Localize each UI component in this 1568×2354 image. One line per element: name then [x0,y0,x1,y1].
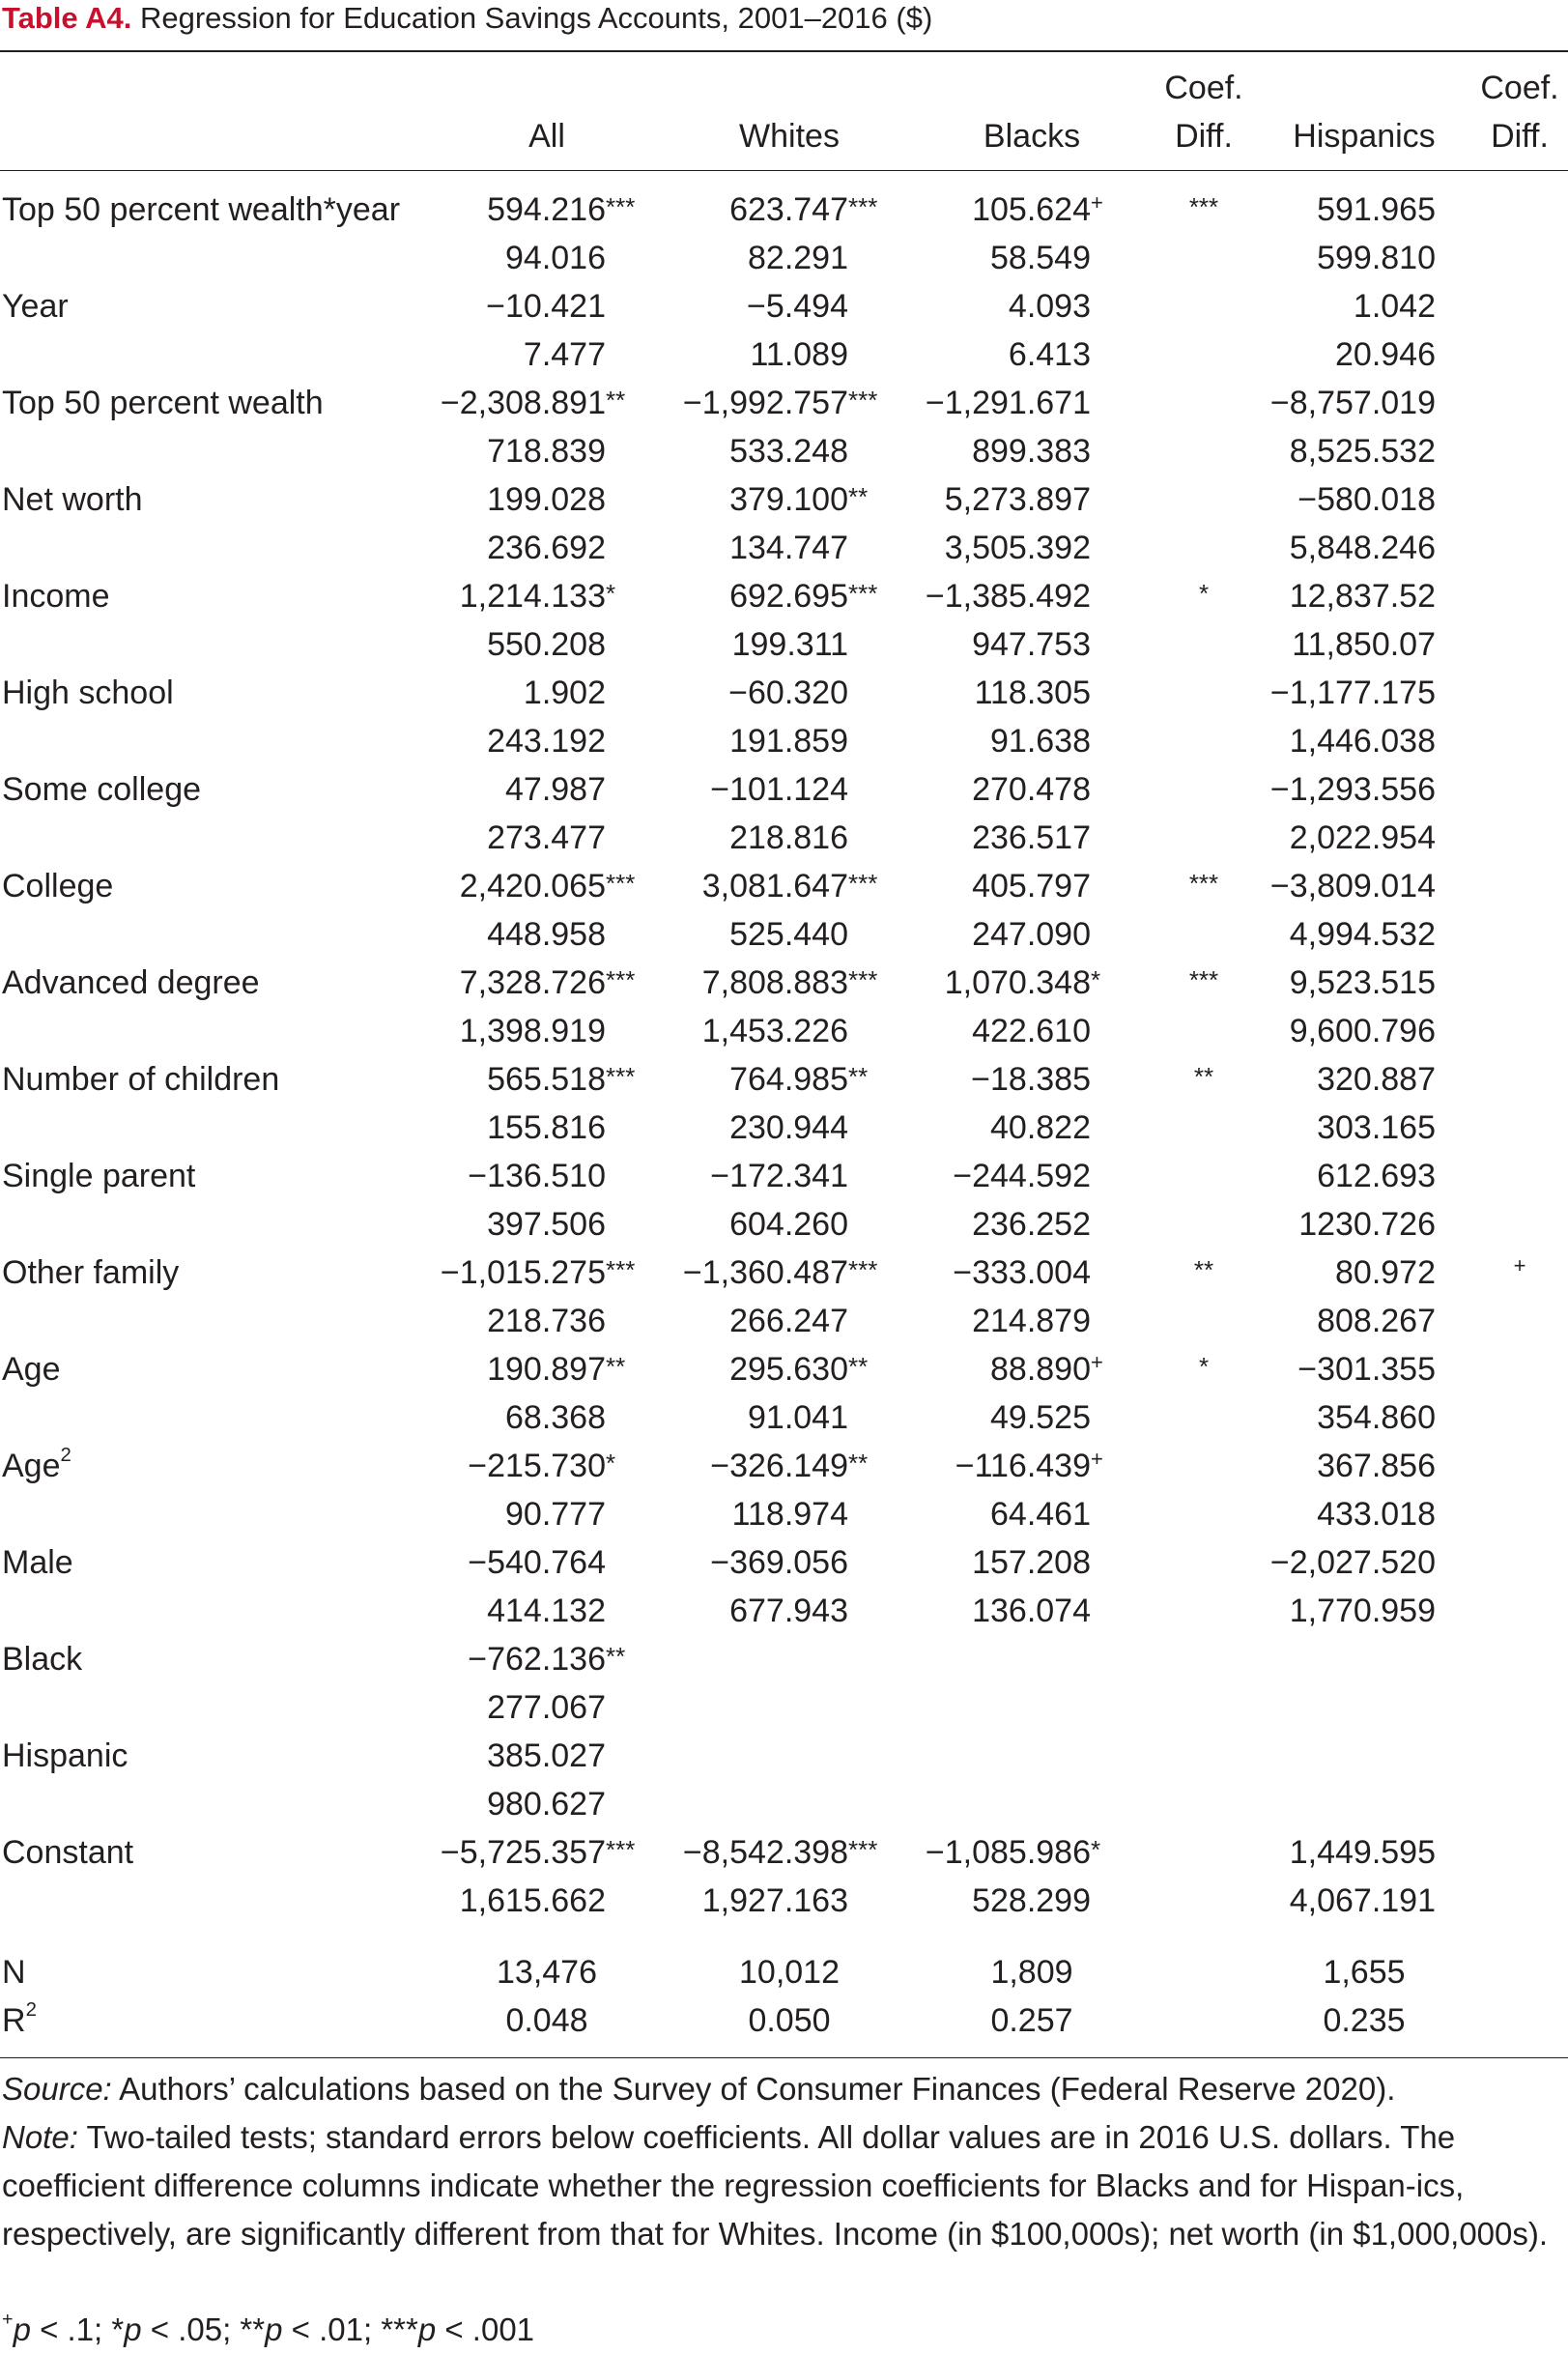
sig-marker-wh: ** [848,1062,869,1091]
table-row [0,1152,1568,1200]
cell-hi: 2,022.954 [1289,819,1436,856]
cell-all: −762.136 [468,1641,606,1678]
cell-hi: 367.856 [1317,1448,1436,1484]
table-row-se [0,1104,1568,1152]
cell-wh: 91.041 [748,1399,848,1436]
table-row [0,282,1568,330]
stats-row [0,1948,1568,1996]
cell-all: 277.067 [487,1689,606,1726]
cell-hi: 1,449.595 [1289,1834,1436,1871]
cell-bl: −1,385.492 [925,578,1091,615]
cell-wh: 3,081.647 [701,868,848,904]
table-row-se [0,910,1568,959]
cell-bl: 214.879 [972,1303,1091,1339]
sig-marker-all: ** [606,1352,626,1381]
table-row-se [0,814,1568,862]
sig-marker-all: * [606,1449,616,1478]
cell-bl: 118.305 [974,675,1091,711]
column-header-hispanics: Hispanics [1293,118,1436,155]
cell-wh: 199.311 [731,626,848,663]
cell-wh: 379.100 [729,481,848,518]
cell-bl: −244.592 [953,1158,1091,1194]
table-row-se [0,1587,1568,1635]
table-row-se [0,1200,1568,1249]
table-row-se [0,620,1568,669]
table-title [2,0,932,48]
cell-hi: 20.946 [1335,336,1436,373]
cell-all: 1.902 [523,675,606,711]
coef-diff-blacks: ** [1193,1255,1214,1284]
cell-all: 1,615.662 [459,1882,606,1919]
table-row-se [0,1683,1568,1732]
cell-hi: 4,994.532 [1289,916,1436,953]
cell-all: 199.028 [487,481,606,518]
cell-wh: −1,992.757 [682,385,848,421]
cell-bl: −18.385 [971,1061,1091,1098]
cell-all: −136.510 [468,1158,606,1194]
row-label: Single parent [2,1158,196,1194]
cell-all: 718.839 [487,433,606,470]
cell-all: 7,328.726 [459,964,606,1001]
cell-all: 155.816 [487,1109,606,1146]
sig-marker-all: *** [606,1255,636,1284]
sig-marker-bl: + [1091,1447,1103,1471]
cell-all: −10.421 [486,288,606,325]
cell-wh: 191.859 [729,723,848,760]
cell-hi: 9,600.796 [1289,1013,1436,1049]
cell-wh: −326.149 [710,1448,848,1484]
label-superscript: 2 [60,1444,71,1466]
cell-all: 550.208 [487,626,606,663]
cell-bl: 49.525 [990,1399,1091,1436]
cell-bl: 40.822 [990,1109,1091,1146]
sig-marker-all: *** [606,1835,636,1864]
cell-hi: 354.860 [1317,1399,1436,1436]
cell-wh: 218.816 [729,819,848,856]
table-row-se [0,1490,1568,1538]
sig-marker-wh: *** [848,869,878,898]
table-row [0,1345,1568,1393]
stat-wh: 10,012 [739,1954,840,1991]
cell-bl: 105.624 [972,191,1091,228]
table-row [0,1055,1568,1104]
row-label: Advanced degree [2,964,260,1001]
cell-hi: 433.018 [1317,1496,1436,1533]
cell-hi: 808.267 [1317,1303,1436,1339]
cell-wh: −101.124 [710,771,848,808]
cell-wh: 1,453.226 [701,1013,848,1049]
cell-all: 1,398.919 [459,1013,606,1049]
cell-all: −5,725.357 [440,1834,606,1871]
cell-hi: 80.972 [1335,1254,1436,1291]
table-row [0,475,1568,524]
stat-hi: 1,655 [1323,1954,1406,1991]
cell-bl: 236.517 [972,819,1091,856]
stat-bl: 1,809 [990,1954,1073,1991]
cell-bl: −1,291.671 [925,385,1091,421]
stat-wh: 0.050 [748,2002,831,2039]
table-row-se [0,717,1568,765]
row-label: Male [2,1544,73,1581]
sig-marker-all: *** [606,965,636,994]
cell-all: 273.477 [487,819,606,856]
sig-marker-wh: *** [848,1835,878,1864]
cell-bl: 91.638 [990,723,1091,760]
source-note [2,2065,1565,2113]
table-row-se [0,234,1568,282]
sig-marker-bl: * [1091,965,1101,994]
table-row [0,1732,1568,1780]
stat-bl: 0.257 [990,2002,1073,2039]
cell-wh: −1,360.487 [682,1254,848,1291]
cell-all: 68.368 [505,1399,606,1436]
top-rule [0,50,1568,52]
cell-wh: 677.943 [729,1593,848,1629]
cell-hi: −580.018 [1297,481,1436,518]
stat-all: 13,476 [497,1954,597,1991]
cell-bl: 64.461 [990,1496,1091,1533]
cell-bl: 58.549 [990,240,1091,276]
table-row-se [0,1780,1568,1828]
cell-hi: 1230.726 [1298,1206,1436,1243]
table-row-se [0,524,1568,572]
sig-marker-bl: + [1091,190,1103,215]
table-row-se [0,1393,1568,1442]
column-header-blacks: Blacks [983,118,1081,155]
column-header-all: All [528,118,565,155]
cell-bl: 157.208 [972,1544,1091,1581]
table-row [0,862,1568,910]
cell-wh: 118.974 [731,1496,848,1533]
cell-hi: −8,757.019 [1269,385,1436,421]
row-label: High school [2,675,174,711]
column-header-coef-diff-hispanics: Coef. Diff. [1480,70,1559,155]
table-row [0,572,1568,620]
row-label: Income [2,578,110,615]
column-header-coef-diff-blacks: Coef. Diff. [1164,70,1243,155]
cell-hi: 12,837.52 [1289,578,1436,615]
cell-wh: 764.985 [729,1061,848,1098]
sig-marker-all: * [606,579,616,608]
coef-diff-blacks: *** [1188,192,1219,221]
cell-bl: 5,273.897 [944,481,1091,518]
table-caption: Regression for Education Savings Accounts, 2001–2016 ($) [131,1,933,35]
cell-bl: 270.478 [972,771,1091,808]
cell-hi: −2,027.520 [1269,1544,1436,1581]
bottom-rule [0,2057,1568,2058]
table-row [0,1635,1568,1683]
cell-hi: 1,770.959 [1289,1593,1436,1629]
sig-marker-all: *** [606,192,636,221]
cell-all: 397.506 [487,1206,606,1243]
cell-all: 190.897 [487,1351,606,1388]
row-label: Other family [2,1254,180,1291]
table-row [0,1538,1568,1587]
cell-bl: 136.074 [972,1593,1091,1629]
row-label: Constant [2,1834,134,1871]
sig-marker-all: *** [606,1062,636,1091]
table-row-se [0,1877,1568,1925]
table-row-se [0,427,1568,475]
cell-hi: −3,809.014 [1269,868,1436,904]
table-row [0,765,1568,814]
table-row [0,1828,1568,1877]
cell-all: 414.132 [487,1593,606,1629]
note-text [2,2113,1565,2258]
cell-all: 236.692 [487,530,606,566]
cell-hi: 1.042 [1353,288,1436,325]
cell-all: 594.216 [487,191,606,228]
cell-bl: 947.753 [972,626,1091,663]
cell-wh: 266.247 [729,1303,848,1339]
cell-all: 90.777 [505,1496,606,1533]
table-row [0,669,1568,717]
cell-hi: 9,523.515 [1289,964,1436,1001]
cell-wh: 230.944 [729,1109,848,1146]
sig-marker-bl: * [1091,1835,1101,1864]
table-row [0,379,1568,427]
cell-bl: 1,070.348 [944,964,1091,1001]
cell-hi: 5,848.246 [1289,530,1436,566]
cell-wh: −5.494 [747,288,848,325]
coef-diff-blacks: *** [1188,869,1219,898]
sig-marker-wh: ** [848,482,869,511]
row-label: Net worth [2,481,143,518]
cell-all: −540.764 [468,1544,606,1581]
cell-all: −215.730 [468,1448,606,1484]
cell-hi: 11,850.07 [1292,626,1436,663]
cell-wh: −369.056 [710,1544,848,1581]
coef-diff-blacks: *** [1188,965,1219,994]
cell-bl: 6.413 [1008,336,1091,373]
coef-diff-blacks: * [1198,579,1210,608]
cell-wh: −8,542.398 [682,1834,848,1871]
cell-all: 980.627 [487,1786,606,1823]
row-label: Hispanic [2,1737,128,1774]
cell-hi: −1,293.556 [1269,771,1436,808]
row-label: Top 50 percent wealth*year [2,191,401,228]
sig-marker-all: ** [606,1642,626,1671]
label-superscript: 2 [25,1998,37,2021]
cell-wh: 533.248 [729,433,848,470]
sig-marker-wh: *** [848,965,878,994]
source-label: Source: [2,2071,112,2107]
row-label: Black [2,1641,83,1678]
cell-all: 565.518 [487,1061,606,1098]
note-body: Two-tailed tests; standard errors below coefficients. All dollar values are in 2016 U.S. dollars. The coefficient difference columns indicate whether the regression coefficients for Blacks and for Hispan-ics, respectively, are significantly different from that for Whites. Income (in $100,000s); net worth (in $1,000,000s). [2,2119,1549,2252]
cell-wh: 295.630 [729,1351,848,1388]
row-label: Some college [2,771,202,808]
cell-wh: 623.747 [729,191,848,228]
cell-wh: 7,808.883 [701,964,848,1001]
cell-wh: 525.440 [729,916,848,953]
sig-marker-all: ** [606,386,626,415]
table-row [0,1249,1568,1297]
cell-bl: 422.610 [972,1013,1091,1049]
source-text: Authors’ calculations based on the Survey of Consumer Finances (Federal Reserve 2020). [111,2071,1396,2107]
cell-bl: 528.299 [972,1882,1091,1919]
table-row-se [0,330,1568,379]
sig-marker-wh: *** [848,386,878,415]
cell-all: 243.192 [487,723,606,760]
significance-legend: +p < .1; *p < .05; **p < .01; ***p < .001 [2,2309,535,2347]
cell-all: −2,308.891 [440,385,606,421]
table-row-se [0,1007,1568,1055]
cell-bl: 899.383 [972,433,1091,470]
cell-hi: 4,067.191 [1289,1882,1436,1919]
cell-hi: 303.165 [1317,1109,1436,1146]
note-label: Note: [2,2119,78,2155]
coef-diff-blacks: ** [1193,1062,1214,1091]
sig-marker-bl: + [1091,1350,1103,1374]
sig-marker-wh: *** [848,579,878,608]
stat-all: 0.048 [505,2002,588,2039]
cell-hi: 591.965 [1317,191,1436,228]
cell-all: 47.987 [505,771,606,808]
cell-wh: 11.089 [750,336,848,373]
cell-bl: 88.890 [990,1351,1091,1388]
cell-hi: 599.810 [1317,240,1436,276]
cell-all: 218.736 [487,1303,606,1339]
cell-hi: 1,446.038 [1289,723,1436,760]
table-row-se [0,1297,1568,1345]
cell-wh: 1,927.163 [701,1882,848,1919]
cell-bl: 247.090 [972,916,1091,953]
sig-marker-wh: *** [848,1255,878,1284]
cell-wh: 692.695 [729,578,848,615]
sig-marker-wh: *** [848,192,878,221]
cell-all: 2,420.065 [459,868,606,904]
cell-bl: −1,085.986 [925,1834,1091,1871]
stats-row [0,1996,1568,2045]
cell-wh: 604.260 [729,1206,848,1243]
coef-diff-blacks: * [1198,1352,1210,1381]
sig-marker-all: *** [606,869,636,898]
cell-hi: 8,525.532 [1289,433,1436,470]
row-label: Top 50 percent wealth [2,385,324,421]
cell-bl: 4.093 [1008,288,1091,325]
cell-bl: 236.252 [972,1206,1091,1243]
cell-bl: 405.797 [972,868,1091,904]
table-row [0,1442,1568,1490]
cell-wh: 82.291 [748,240,848,276]
sig-marker-wh: ** [848,1352,869,1381]
cell-all: 94.016 [505,240,606,276]
row-label: N [2,1954,26,1991]
cell-all: 7.477 [523,336,606,373]
row-label: Number of children [2,1061,280,1098]
cell-hi: 612.693 [1317,1158,1436,1194]
cell-all: 385.027 [487,1737,606,1774]
cell-bl: −116.439 [955,1448,1091,1484]
cell-hi: 320.887 [1317,1061,1436,1098]
sig-marker-wh: ** [848,1449,869,1478]
header-rule [0,170,1568,171]
cell-hi: −301.355 [1297,1351,1436,1388]
cell-wh: 134.747 [729,530,848,566]
cell-wh: −60.320 [728,675,848,711]
row-label: Age$^2$ [2,1444,71,1484]
coef-diff-hispanics: + [1513,1253,1526,1277]
cell-wh: −172.341 [710,1158,848,1194]
table-row [0,186,1568,234]
cell-bl: 3,505.392 [944,530,1091,566]
cell-bl: −333.004 [953,1254,1091,1291]
row-label: College [2,868,114,904]
cell-all: −1,015.275 [440,1254,606,1291]
row-label: $R^2$ [2,1998,37,2039]
cell-all: 448.958 [487,916,606,953]
stat-hi: 0.235 [1323,2002,1406,2039]
table-number: Table A4. [2,1,132,35]
cell-hi: −1,177.175 [1269,675,1436,711]
row-label: Year [2,288,69,325]
row-label: Age [2,1351,61,1388]
table-row [0,959,1568,1007]
cell-all: 1,214.133 [459,578,606,615]
column-header-whites: Whites [739,118,840,155]
